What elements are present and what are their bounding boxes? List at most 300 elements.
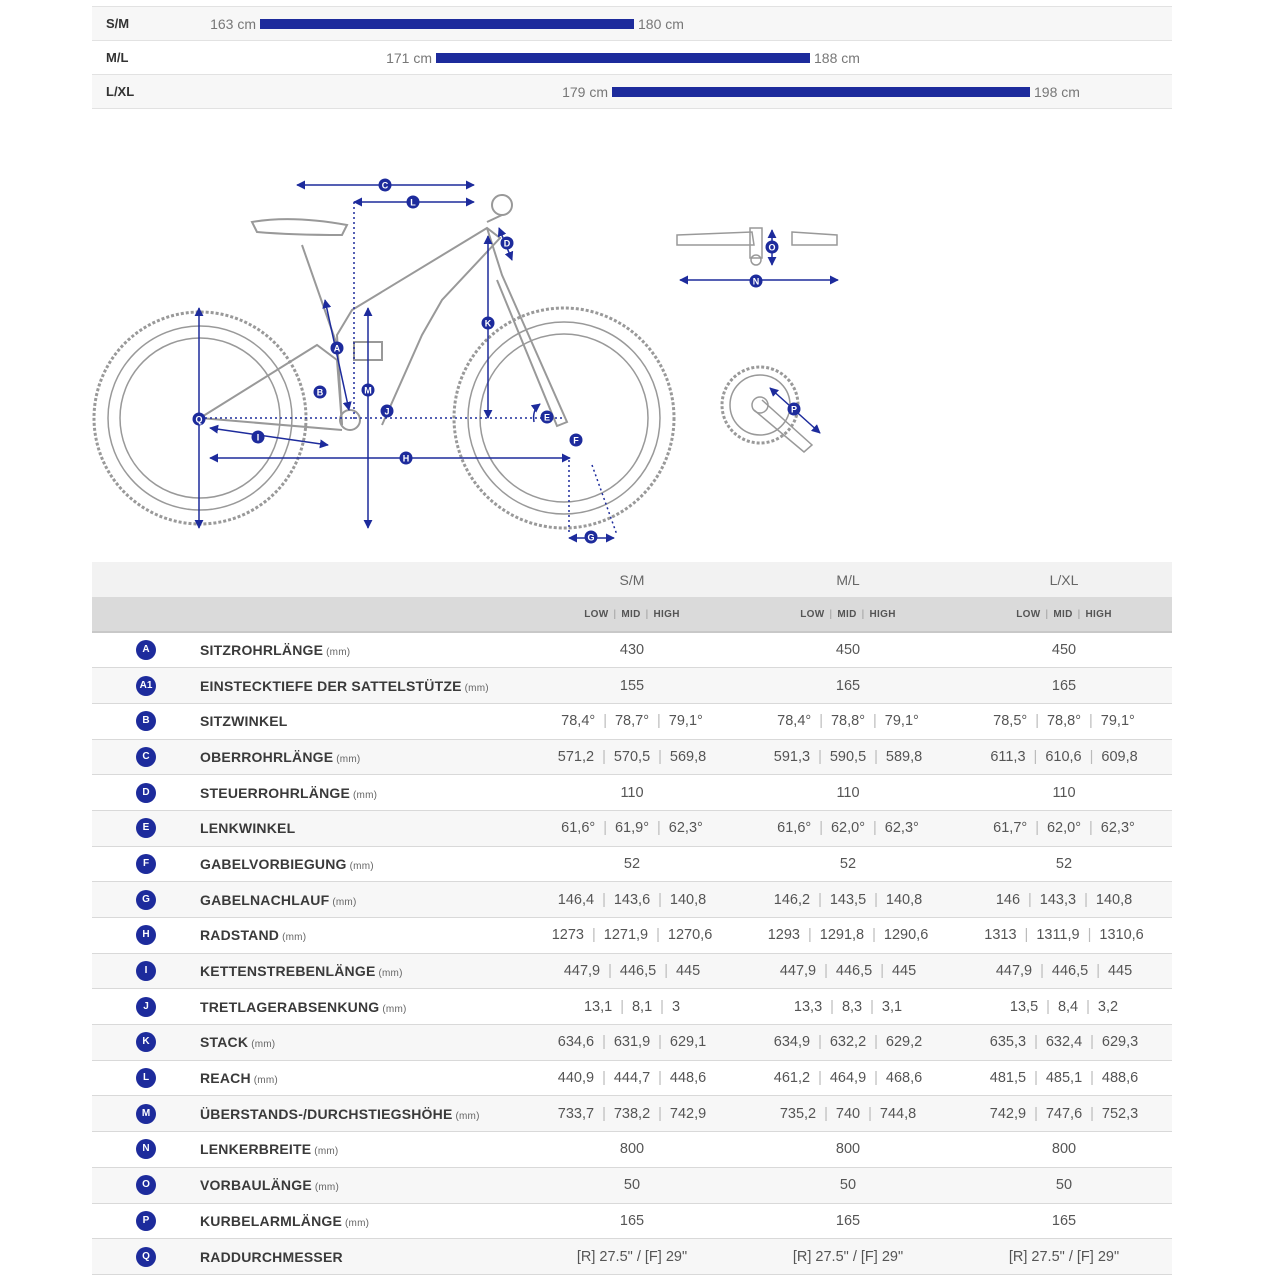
value: 50 [839,1177,857,1194]
size-header-sm: S/M [619,571,645,588]
value: 610,6 [1045,748,1082,765]
measure-unit: (mm) [326,647,351,659]
table-row [92,1203,1172,1239]
value: 13,3 [793,998,823,1015]
value: 733,7 [557,1105,595,1122]
value-cell: 78,4° | 78,7° | 79,1° [561,713,703,730]
svg-text:C: C [381,180,389,191]
diagram-label-d [501,237,514,250]
value: 1290,6 [883,927,929,944]
mode-label: LOW [800,608,825,620]
value-cell: 1313 | 1311,9 | 1310,6 [984,927,1144,944]
value-cell [524,1132,740,1168]
size-range-label: L/XL [106,84,135,99]
svg-text:J: J [384,406,390,417]
diagram-label-i [252,431,265,444]
value-cell: 13,3 | 8,3 | 3,1 [793,998,903,1015]
value: 52 [839,855,857,872]
diagram-label-c [379,179,392,192]
measure-unit: (mm) [251,1039,276,1051]
value: 632,2 [829,1034,867,1051]
table-row [92,1167,1172,1203]
svg-text:E: E [543,412,551,423]
mode-label: HIGH [869,608,896,620]
value: [R] 27.5" / [F] 29" [1008,1248,1120,1265]
measure-badge: Q [136,1247,156,1267]
value: 61,9° [614,820,650,837]
value-cell: 61,6° | 61,9° | 62,3° [561,820,703,837]
diagram-label-b [314,386,327,399]
size-header-ml: M/L [836,571,860,588]
value: 446,5 [619,963,657,980]
value: 430 [619,642,645,659]
value: 110 [836,784,860,801]
value-cell: 146,2 | 143,5 | 140,8 [773,891,923,908]
value: 447,9 [563,963,601,980]
mode-label: MID [1053,608,1073,620]
measure-unit: (mm) [282,932,307,944]
measure-badge: O [136,1175,156,1195]
value: 78,8° [830,713,866,730]
value-cell: 13,5 | 8,4 | 3,2 [1009,998,1119,1015]
table-mode-header [92,597,1172,632]
size-range-label: S/M [106,16,130,31]
value: 52 [623,855,641,872]
value-cell [956,775,1172,811]
value-cell [524,1203,740,1239]
value: 61,6° [561,820,596,837]
value: 62,3° [1100,820,1135,837]
value-cell [524,1167,740,1203]
value-cell [740,846,956,882]
value: 752,3 [1101,1105,1139,1122]
value: 13,5 [1009,998,1039,1015]
value: 632,4 [1045,1034,1083,1051]
value: 629,2 [885,1034,923,1051]
value-cell: 634,6 | 631,9 | 629,1 [557,1034,707,1051]
size-range-label: M/L [106,50,129,65]
measure-badge: K [136,1032,156,1052]
table-size-header [92,562,1172,597]
value-cell: 447,9 | 446,5 | 445 [995,963,1133,980]
measure-badge: N [136,1139,156,1159]
diagram-label-a [331,342,344,355]
value: 3,2 [1097,998,1119,1015]
measure-name: RADSTAND [200,927,280,944]
value-cell: 1273 | 1271,9 | 1270,6 [551,927,713,944]
value: 8,3 [841,998,863,1015]
measure-unit: (mm) [353,789,378,801]
diagram-label-o [766,241,779,254]
measure-unit: (mm) [382,1003,407,1015]
value-cell [740,1167,956,1203]
value: 590,5 [829,748,867,765]
table-row [92,703,1172,739]
measure-name: SITZROHRLÄNGE [200,642,324,659]
value: 450 [835,642,861,659]
value: 8,1 [631,998,653,1015]
svg-text:Q: Q [195,414,203,425]
value: 464,9 [829,1070,867,1087]
value: 744,8 [879,1105,917,1122]
diagram-label-f [570,434,583,447]
value: 611,3 [990,748,1026,765]
value: 146,2 [773,891,811,908]
value: 140,8 [669,891,707,908]
measure-name: VORBAULÄNGE [200,1177,312,1194]
mode-label: LOW [1016,608,1041,620]
value: 165 [835,1212,861,1229]
size-range-bar [260,19,634,29]
value: 571,2 [557,748,595,765]
value: 3 [671,998,681,1015]
value: 631,9 [613,1034,651,1051]
value: [R] 27.5" / [F] 29" [792,1248,904,1265]
value: 634,6 [557,1034,595,1051]
value: 740 [835,1105,861,1122]
measure-badge: M [136,1104,156,1124]
table-row [92,882,1172,918]
measure-badge: G [136,890,156,910]
diagram-label-j [381,405,394,418]
table-row [92,668,1172,704]
value: 445 [675,963,701,980]
value-cell [740,668,956,704]
value: 165 [1051,1212,1077,1229]
measure-badge: A1 [136,676,156,696]
measure-unit: (mm) [378,968,403,980]
value-cell: 447,9 | 446,5 | 445 [563,963,701,980]
value-cell [524,632,740,668]
value-cell: 440,9 | 444,7 | 448,6 [557,1070,707,1087]
value: 1270,6 [667,927,713,944]
value-cell [956,1132,1172,1168]
value: 481,5 [989,1070,1027,1087]
measure-name: LENKERBREITE [200,1141,312,1158]
value: 1291,8 [819,927,865,944]
value: 1273 [551,927,584,944]
value: 447,9 [779,963,817,980]
value-cell [740,1132,956,1168]
geometry-table [92,562,1172,1275]
value-cell: 1293 | 1291,8 | 1290,6 [767,927,929,944]
size-range-bar [436,53,810,63]
measure-unit: (mm) [253,1075,278,1087]
value: 8,4 [1057,998,1079,1015]
value: 50 [623,1177,641,1194]
measure-badge: A [136,640,156,660]
value-cell [956,1167,1172,1203]
value-cell [740,775,956,811]
svg-text:G: G [587,532,595,543]
value: 488,6 [1101,1070,1139,1087]
value-cell [956,632,1172,668]
measure-name: KURBELARMLÄNGE [200,1212,343,1229]
value: 143,3 [1039,891,1077,908]
value: 446,5 [835,963,873,980]
table-row [92,846,1172,882]
measure-name: OBERROHRLÄNGE [200,748,334,765]
value: 629,3 [1101,1034,1139,1051]
value: 485,1 [1045,1070,1083,1087]
value: 50 [1055,1177,1073,1194]
value-cell: 611,3 | 610,6 | 609,8 [990,748,1138,765]
table-row [92,739,1172,775]
measure-unit: (mm) [464,682,489,694]
value: [R] 27.5" / [F] 29" [576,1248,688,1265]
mode-label: MID [837,608,857,620]
svg-text:M: M [364,385,372,396]
measure-unit: (mm) [455,1110,480,1122]
value-cell: 571,2 | 570,5 | 569,8 [557,748,707,765]
measure-unit: (mm) [345,1217,370,1229]
table-row [92,632,1172,668]
value: 143,5 [829,891,867,908]
measure-name: TRETLAGERABSENKUNG [200,998,380,1015]
value: 61,6° [777,820,812,837]
value: 165 [835,677,861,694]
value: 735,2 [779,1105,817,1122]
svg-text:A: A [333,343,341,354]
svg-text:F: F [573,435,579,446]
measure-name: SITZWINKEL [200,713,288,730]
value-cell [740,1203,956,1239]
measure-name: RADDURCHMESSER [200,1248,343,1265]
svg-text:H: H [402,453,410,464]
svg-text:L: L [410,197,416,208]
svg-text:K: K [484,318,492,329]
value: 155 [619,677,645,694]
value: 635,3 [989,1034,1027,1051]
value: 146,4 [557,891,595,908]
table-row [92,775,1172,811]
value-cell: 635,3 | 632,4 | 629,3 [989,1034,1139,1051]
value: 79,1° [668,713,703,730]
value: 79,1° [884,713,919,730]
value: 61,7° [993,820,1028,837]
svg-text:D: D [503,238,511,249]
value-cell: 481,5 | 485,1 | 488,6 [989,1070,1139,1087]
value: 79,1° [1100,713,1135,730]
table-row [92,989,1172,1025]
svg-text:P: P [790,404,798,415]
measure-badge: C [136,747,156,767]
value-cell: 146 | 143,3 | 140,8 [995,891,1133,908]
value: 800 [1051,1141,1077,1158]
value-cell [524,668,740,704]
value: 78,7° [614,713,650,730]
diagram-label-p [788,403,801,416]
value: 589,8 [885,748,923,765]
value: 1271,9 [603,927,649,944]
bike-geometry-diagram [92,160,872,550]
measure-name: GABELNACHLAUF [200,891,330,908]
size-range-row [92,74,1172,109]
value: 609,8 [1101,748,1138,765]
svg-text:I: I [256,432,260,443]
measure-badge: I [136,961,156,981]
measure-badge: B [136,711,156,731]
value: 62,3° [668,820,703,837]
table-row [92,1096,1172,1132]
value-cell: 61,6° | 62,0° | 62,3° [777,820,919,837]
table-row [92,1132,1172,1168]
value-cell [524,846,740,882]
size-range-row [92,40,1172,74]
diagram-label-h [400,452,413,465]
diagram-label-q [193,413,206,426]
size-range-bar [612,87,1030,97]
value-cell [740,1239,956,1275]
size-range-max: 198 cm [1034,84,1080,100]
value: 78,4° [777,713,812,730]
value: 62,0° [830,820,866,837]
diagram-label-n [750,275,763,288]
diagram-label-m [362,384,375,397]
value: 800 [619,1141,645,1158]
value: 78,5° [993,713,1028,730]
value: 62,3° [884,820,919,837]
value: 143,6 [613,891,651,908]
value: 165 [1051,677,1077,694]
measure-badge: D [136,783,156,803]
value-cell [524,1239,740,1275]
value-cell: 742,9 | 747,6 | 752,3 [989,1105,1139,1122]
value: 444,7 [613,1070,651,1087]
size-header-lxl: L/XL [1049,571,1079,588]
measure-name: STACK [200,1034,249,1051]
measure-badge: H [136,925,156,945]
measure-name: LENKWINKEL [200,820,296,837]
value: 140,8 [1095,891,1133,908]
value: 446,5 [1051,963,1089,980]
value: 62,0° [1046,820,1082,837]
value-cell [956,846,1172,882]
value: 569,8 [669,748,707,765]
size-range-max: 180 cm [638,16,684,32]
measure-name: EINSTECKTIEFE DER SATTELSTÜTZE [200,677,462,694]
svg-text:O: O [768,242,776,253]
mode-label: MID [621,608,641,620]
measure-unit: (mm) [314,1182,339,1194]
value-cell: 733,7 | 738,2 | 742,9 [557,1105,707,1122]
value: 447,9 [995,963,1033,980]
diagram-label-k [482,317,495,330]
mode-labels: LOW | MID | HIGH [800,608,896,620]
value: 52 [1055,855,1073,872]
value-cell: 461,2 | 464,9 | 468,6 [773,1070,923,1087]
value-cell [956,668,1172,704]
diagram-label-e [541,411,554,424]
value: 800 [835,1141,861,1158]
mode-labels: LOW | MID | HIGH [1016,608,1112,620]
table-row [92,1239,1172,1275]
value: 146 [995,891,1021,908]
value: 629,1 [669,1034,707,1051]
value: 742,9 [989,1105,1027,1122]
size-range-min: 171 cm [386,50,432,66]
value: 1293 [767,927,800,944]
measure-unit: (mm) [332,896,357,908]
table-row [92,918,1172,954]
handlebar-detail [677,228,837,265]
value: 747,6 [1045,1105,1083,1122]
value: 448,6 [669,1070,707,1087]
measure-unit: (mm) [349,860,374,872]
value: 570,5 [613,748,651,765]
bike-frame [200,195,567,430]
value-cell [956,1203,1172,1239]
measure-badge: L [136,1068,156,1088]
mode-label: LOW [584,608,609,620]
value: 165 [619,1212,645,1229]
measure-badge: J [136,997,156,1017]
value: 1311,9 [1036,927,1080,944]
measure-name: REACH [200,1070,251,1087]
mode-labels: LOW | MID | HIGH [584,608,680,620]
value: 440,9 [557,1070,595,1087]
value: 110 [1052,784,1076,801]
value-cell: 146,4 | 143,6 | 140,8 [557,891,707,908]
value: 445 [891,963,917,980]
measure-name: STEUERROHRLÄNGE [200,784,351,801]
value-cell: 591,3 | 590,5 | 589,8 [773,748,923,765]
diagram-label-l [407,196,420,209]
measure-badge: F [136,854,156,874]
value-cell [524,775,740,811]
value-cell: 13,1 | 8,1 | 3 [583,998,681,1015]
table-row [92,1025,1172,1061]
value: 110 [620,784,644,801]
value-cell [956,1239,1172,1275]
diagram-label-g [585,531,598,544]
value: 78,8° [1046,713,1082,730]
value: 445 [1107,963,1133,980]
measure-unit: (mm) [336,753,361,765]
value-cell: 78,4° | 78,8° | 79,1° [777,713,919,730]
value: 591,3 [773,748,811,765]
table-row [92,1060,1172,1096]
value: 738,2 [613,1105,651,1122]
value: 3,1 [881,998,903,1015]
measurement-lines [199,185,838,538]
measure-unit: (mm) [314,1146,339,1158]
value-cell: 634,9 | 632,2 | 629,2 [773,1034,923,1051]
measure-name: ÜBERSTANDS-/DURCHSTIEGSHÖHE [200,1105,453,1122]
value: 140,8 [885,891,923,908]
measure-badge: P [136,1211,156,1231]
size-range-row [92,6,1172,40]
value-cell: 61,7° | 62,0° | 62,3° [993,820,1135,837]
value: 468,6 [885,1070,923,1087]
value: 461,2 [773,1070,811,1087]
value: 1313 [984,927,1017,944]
value: 450 [1051,642,1077,659]
measure-badge: E [136,818,156,838]
mode-label: HIGH [1085,608,1112,620]
size-range-min: 179 cm [562,84,608,100]
value: 1310,6 [1099,927,1144,944]
value: 78,4° [561,713,596,730]
value-cell: 78,5° | 78,8° | 79,1° [993,713,1135,730]
measure-name: KETTENSTREBENLÄNGE [200,963,376,980]
mode-label: HIGH [653,608,680,620]
value-cell [740,632,956,668]
svg-text:B: B [316,387,324,398]
measure-name: GABELVORBIEGUNG [200,855,347,872]
size-range-max: 188 cm [814,50,860,66]
table-row [92,810,1172,846]
